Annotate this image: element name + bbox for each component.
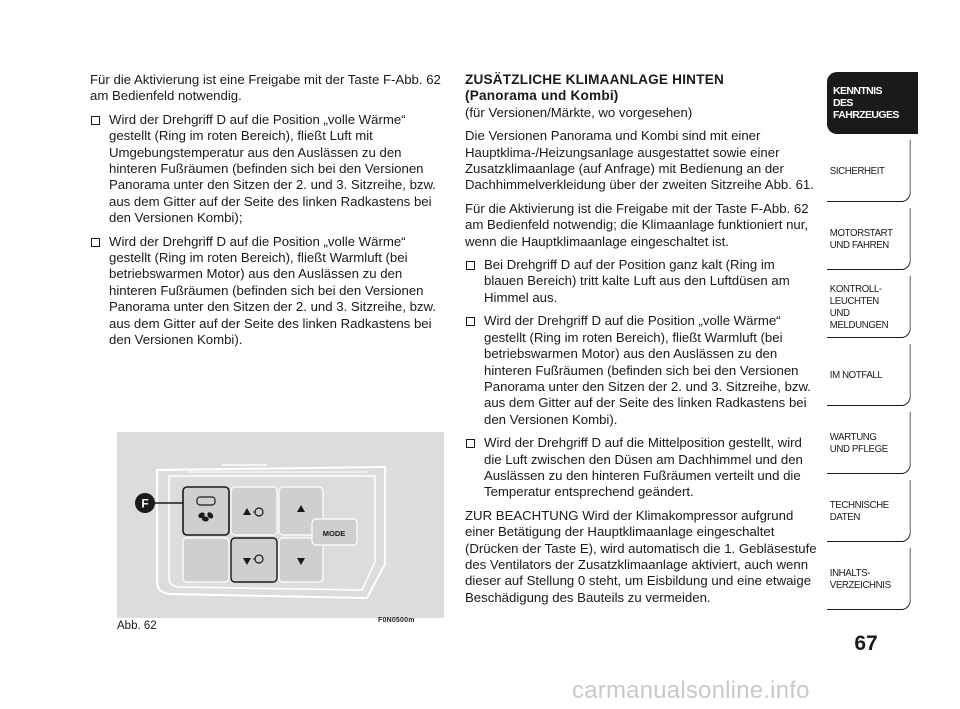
tab-kenntnis[interactable]: KENNTNIS DES FAHRZEUGES [827, 72, 918, 134]
left-column [90, 72, 442, 356]
left-bullet: Wird der Drehgriff D auf die Position „volle Wärme“ gestellt (Ring im roten Bereich), fließt Warmluft (bei betriebswarmen Motor) aus den Auslässen zu den hinteren Fußräumen (befinden sich bei den Versionen Panorama unter den Sitzen der 2. und 3. Sitzreihe, bzw. aus dem Gitter auf der Seite des linken Radkastens bei den Versionen Kombi). [90, 234, 442, 349]
temp-up-button [231, 487, 277, 535]
tab-sicherheit[interactable]: SICHERHEIT [827, 140, 911, 202]
tab-wartung[interactable]: WARTUNG UND PFLEGE [827, 412, 911, 474]
right-column [465, 72, 817, 613]
page-number: 67 [854, 632, 878, 655]
tab-kontrollleuchten[interactable]: KONTROLL- LEUCHTEN UND MELDUNGEN [827, 276, 911, 338]
figure-caption: Abb. 62 [117, 620, 157, 632]
blank-button [183, 538, 229, 582]
figure-code: F0N0500m [378, 617, 415, 624]
callout-f-label: F [141, 496, 149, 511]
checkbox-bullet-icon [466, 261, 475, 270]
temp-down-button [231, 538, 277, 582]
control-panel-illustration [117, 432, 444, 618]
left-bullet: Wird der Drehgriff D auf die Position „volle Wärme“ gestellt (Ring im roten Bereich), fließt Luft mit Umgebungstemperatur aus den Auslässen zu den hinteren Fußräumen (befinden sich bei den Versionen Panorama unter den Sitzen der 2. und 3. Sitzreihe, bzw. aus dem Gitter auf der Seite des linken Radkastens bei den Versionen Kombi); [90, 112, 442, 227]
left-intro: Für die Aktivierung ist eine Freigabe mit der Taste F-Abb. 62 am Bedienfeld notwendig. [90, 72, 441, 104]
section-note-versions: (für Versionen/Märkte, wo vorgesehen) [465, 104, 693, 120]
checkbox-bullet-icon [91, 238, 100, 247]
right-bullet: Wird der Drehgriff D auf die Position „volle Wärme“ gestellt (Ring im roten Bereich), fließt Warmluft (bei betriebswarmen Motor) aus den Auslässen zu den hinteren Fußräumen (befinden sich bei den Versionen Panorama unter den Sitzen der 2. und 3. Sitzreihe, bzw. aus dem Gitter auf der Seite des linken Radkastens bei den Versionen Kombi). [465, 313, 817, 428]
checkbox-bullet-icon [466, 439, 475, 448]
checkbox-bullet-icon [91, 116, 100, 125]
section-heading: ZUSÄTZLICHE KLIMAANLAGE HINTEN [465, 72, 724, 87]
tab-inhaltsverzeichnis[interactable]: INHALTS- VERZEICHNIS [827, 548, 911, 610]
chapter-sidebar [827, 72, 918, 616]
control-panel-figure [117, 432, 444, 618]
right-bullet: Bei Drehgriff D auf der Position ganz kalt (Ring im blauen Bereich) tritt kalte Luft aus den Luftdüsen am Himmel aus. [465, 257, 817, 306]
tab-im-notfall[interactable]: IM NOTFALL [827, 344, 911, 406]
checkbox-bullet-icon [466, 317, 475, 326]
fan-button [183, 487, 229, 535]
mode-label: MODE [322, 529, 346, 538]
right-paragraph-1: Die Versionen Panorama und Kombi sind mit einer Hauptklima-/Heizungsanlage ausgestattet sowie einer Zusatzklimaanlage (auf Anfrage) mit Bedienung an der Dachhimmelverkleidung über der zweiten Sitzreihe Abb. 61. [465, 128, 814, 193]
watermark: carmanualsonline.info [572, 677, 810, 704]
tab-technische-daten[interactable]: TECHNISCHE DATEN [827, 480, 911, 542]
tab-motorstart[interactable]: MOTORSTART UND FAHREN [827, 208, 911, 270]
section-subtitle: (Panorama und Kombi) [465, 88, 619, 104]
right-paragraph-2: Für die Aktivierung ist die Freigabe mit der Taste F-Abb. 62 am Bedienfeld notwendig; die Klimaanlage funktioniert nur, wenn die Hauptklimaanlage eingeschaltet ist. [465, 200, 809, 249]
right-note: ZUR BEACHTUNG Wird der Klimakompressor aufgrund einer Betätigung der Hauptklimaanlage eingeschaltet (Drücken der Taste E), wird automatisch die 1. Gebläsestufe des Ventilators der Zusatzklimaanlage aktiviert, auch wenn dieser auf Stellung 0 steht, um Eisbildung und eine etwaige Beschädigung des Bauteils zu vermeiden. [465, 507, 817, 605]
right-bullet: Wird der Drehgriff D auf die Mittelposition gestellt, wird die Luft zwischen den Düsen am Dachhimmel und den Auslässen zu den hinteren Fußräumen verteilt und die Temperatur entsprechend geändert. [465, 435, 817, 501]
